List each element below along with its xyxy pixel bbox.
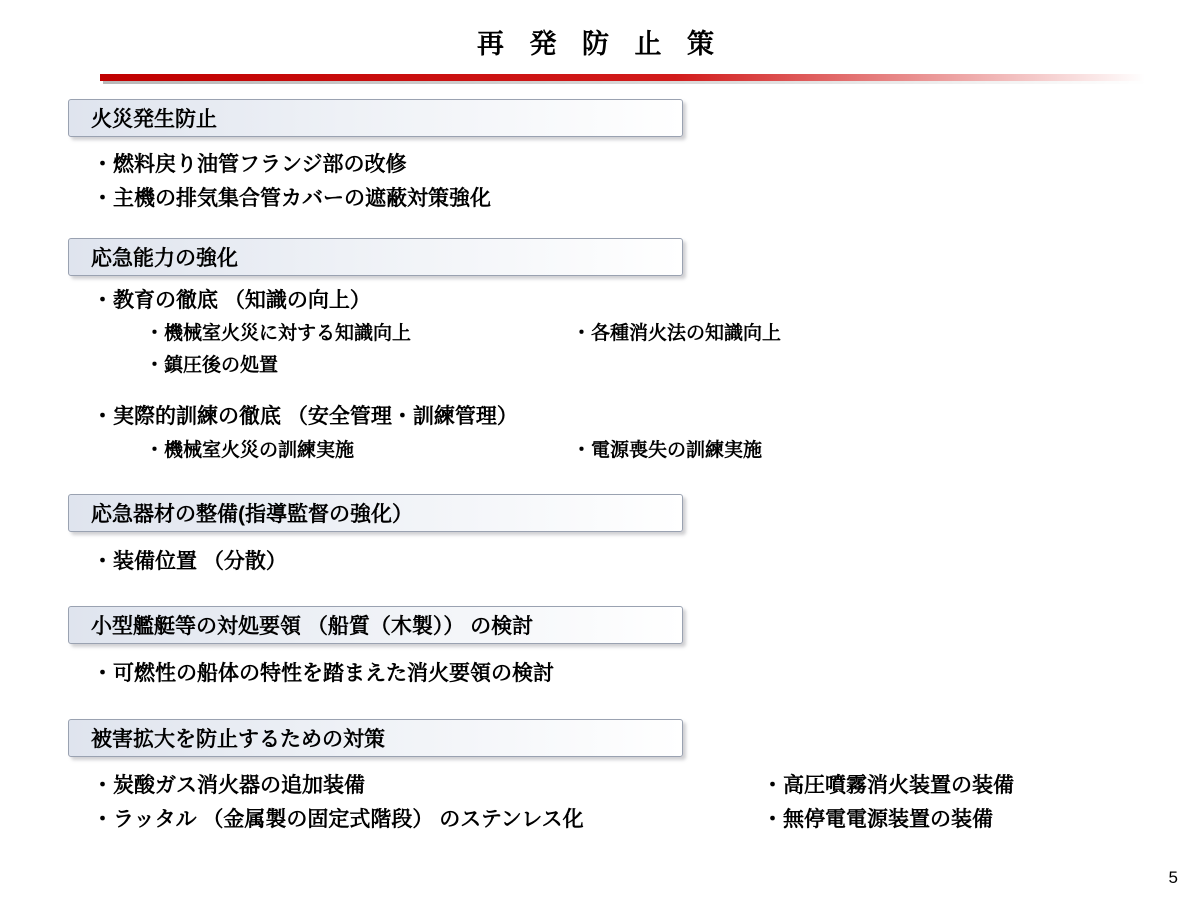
page-title: 再 発 防 止 策 <box>476 29 723 59</box>
bullet-3-1: ・装備位置 （分散） <box>92 550 287 573</box>
section-header-3 <box>68 494 683 532</box>
bullet-5-2: ・高圧噴霧消火装置の装備 <box>762 774 1014 797</box>
section-header-4-label: 小型艦艇等の対処要領 （船質（木製）） の検討 <box>91 615 534 638</box>
bullet-2-2-b: ・電源喪失の訓練実施 <box>572 440 763 461</box>
bullet-5-3: ・ラッタル （金属製の固定式階段） のステンレス化 <box>92 808 584 831</box>
section-header-4 <box>68 606 683 644</box>
section-header-5 <box>68 719 683 757</box>
section-header-5-label: 被害拡大を防止するための対策 <box>91 728 385 751</box>
section-header-2-label: 応急能力の強化 <box>91 247 238 270</box>
section-header-3-label: 応急器材の整備(指導監督の強化） <box>91 503 413 526</box>
bullet-5-4: ・無停電電源装置の装備 <box>762 808 993 831</box>
bullet-2-1: ・教育の徹底 （知識の向上） <box>92 289 371 312</box>
bullet-5-1: ・炭酸ガス消火器の追加装備 <box>92 774 365 797</box>
bullet-1-2: ・主機の排気集合管カバーの遮蔽対策強化 <box>92 187 491 210</box>
section-header-1-label: 火災発生防止 <box>91 108 217 131</box>
bullet-2-2-a: ・機械室火災の訓練実施 <box>145 440 355 461</box>
bullet-4-1: ・可燃性の船体の特性を踏まえた消火要領の検討 <box>92 662 554 685</box>
bullet-2-1-c: ・鎮圧後の処置 <box>145 355 279 376</box>
bullet-2-2: ・実際的訓練の徹底 （安全管理・訓練管理） <box>92 405 518 428</box>
bullet-1-1: ・燃料戻り油管フランジ部の改修 <box>92 153 407 176</box>
title-divider-shadow <box>103 81 1148 84</box>
section-header-2 <box>68 238 683 276</box>
bullet-2-1-a: ・機械室火災に対する知識向上 <box>145 323 412 344</box>
section-header-1 <box>68 99 683 137</box>
page-number: 5 <box>1168 868 1178 887</box>
bullet-2-1-b: ・各種消火法の知識向上 <box>572 323 782 344</box>
title-divider <box>100 74 1145 81</box>
